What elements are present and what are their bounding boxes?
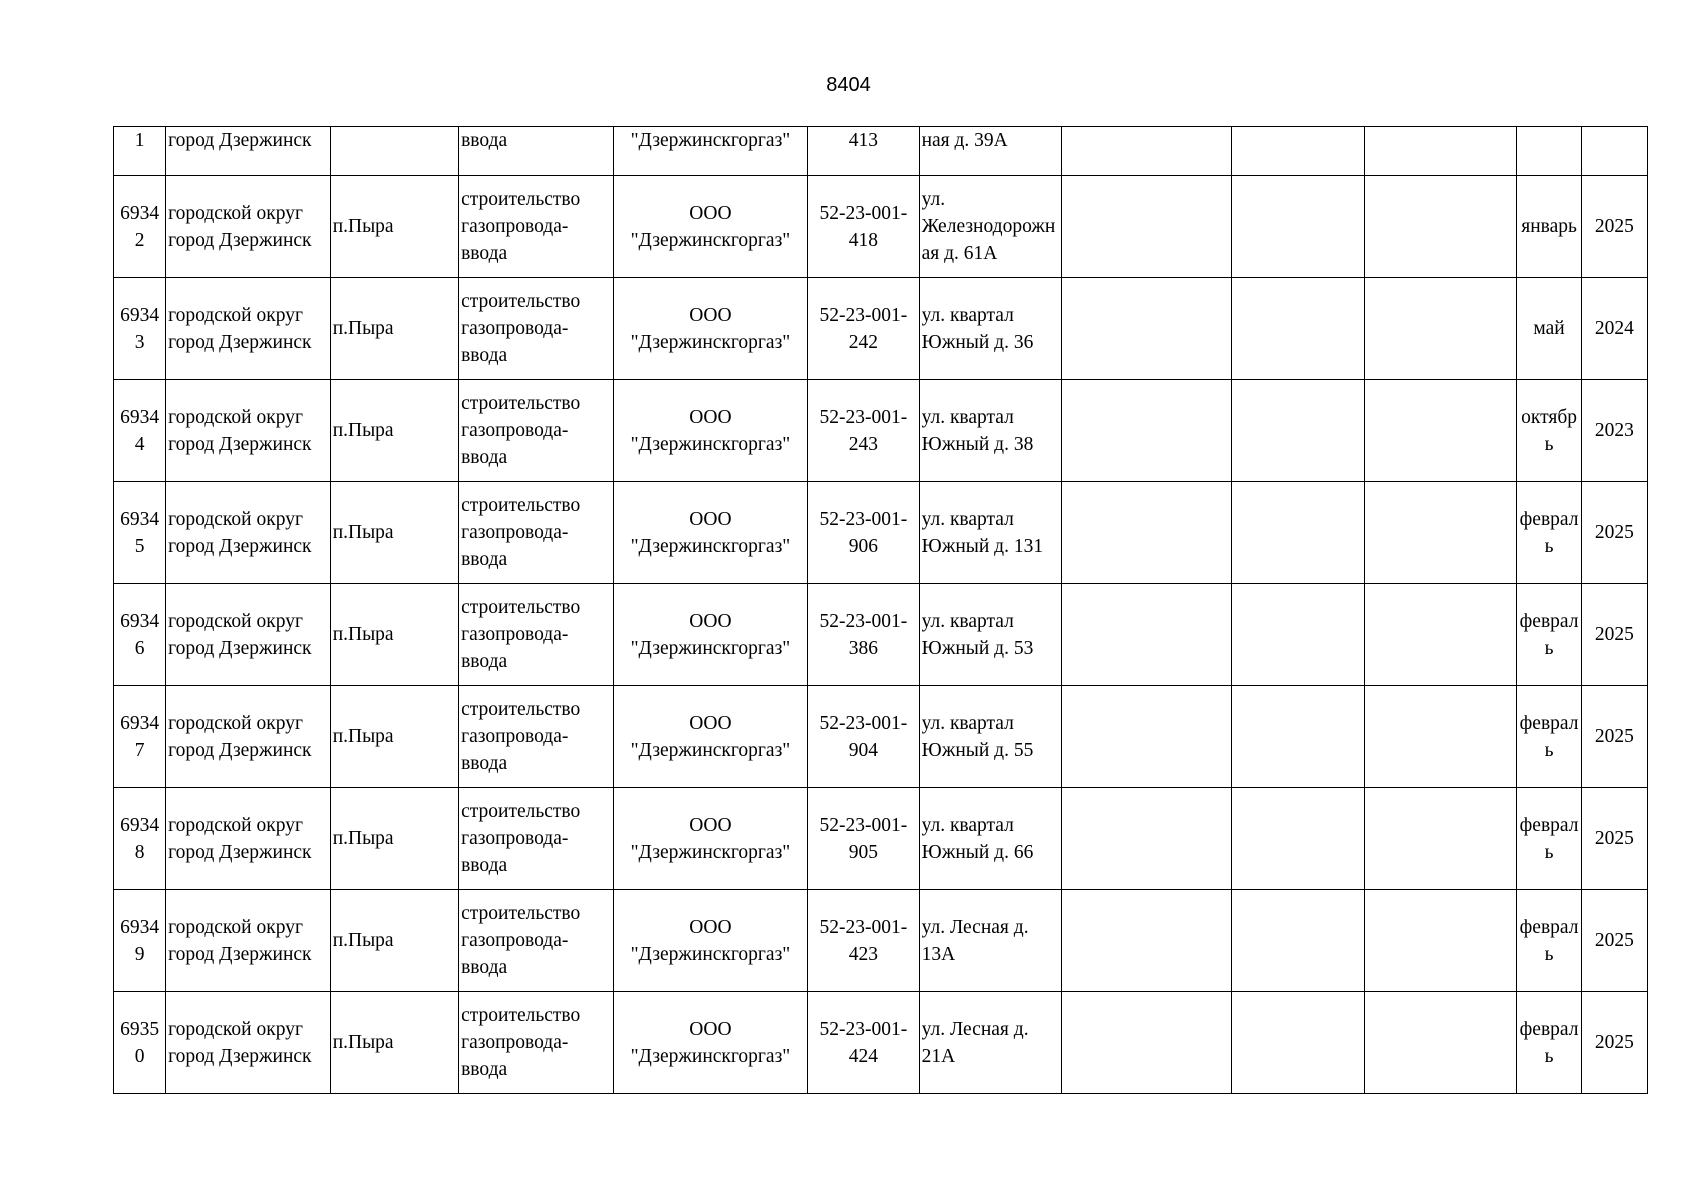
- cell-year: 2025: [1581, 788, 1647, 890]
- cell-organization: ООО "Дзержинскгоргаз": [613, 278, 808, 380]
- cell-work-type: строительство газопровода-ввода: [459, 890, 614, 992]
- cell-work-type: строительство газопровода-ввода: [459, 584, 614, 686]
- cell-settlement: [330, 127, 458, 176]
- cell-month: февраль: [1517, 584, 1581, 686]
- cell-code: 52-23-001-386: [808, 584, 919, 686]
- cell-code: 52-23-001-243: [808, 380, 919, 482]
- cell-number: 69348: [114, 788, 166, 890]
- cell-code: 52-23-001-418: [808, 176, 919, 278]
- cell-settlement: п.Пыра: [330, 482, 458, 584]
- cell-empty: [1365, 686, 1517, 788]
- register-table: [113, 126, 1648, 1094]
- table-row: [114, 584, 1648, 686]
- cell-settlement: п.Пыра: [330, 890, 458, 992]
- cell-empty: [1062, 890, 1232, 992]
- cell-year: 2024: [1581, 278, 1647, 380]
- cell-number: 69346: [114, 584, 166, 686]
- cell-month: [1517, 127, 1581, 176]
- cell-address: ул. квартал Южный д. 53: [919, 584, 1061, 686]
- cell-work-type: строительство газопровода-ввода: [459, 380, 614, 482]
- cell-year: 2025: [1581, 482, 1647, 584]
- cell-empty: [1365, 584, 1517, 686]
- cell-address: ная д. 39А: [919, 127, 1061, 176]
- cell-organization: ООО "Дзержинскгоргаз": [613, 686, 808, 788]
- cell-work-type: строительство газопровода-ввода: [459, 788, 614, 890]
- table-row: [114, 890, 1648, 992]
- cell-number: 69349: [114, 890, 166, 992]
- cell-year: 2023: [1581, 380, 1647, 482]
- cell-municipality: городской округ город Дзержинск: [166, 584, 331, 686]
- cell-municipality: городской округ город Дзержинск: [166, 482, 331, 584]
- cell-empty: [1365, 992, 1517, 1094]
- cell-empty: [1365, 890, 1517, 992]
- cell-code: 52-23-001-242: [808, 278, 919, 380]
- cell-empty: [1231, 584, 1364, 686]
- cell-organization: "Дзержинскгоргаз": [613, 127, 808, 176]
- cell-settlement: п.Пыра: [330, 380, 458, 482]
- cell-address: ул. Лесная д. 21А: [919, 992, 1061, 1094]
- cell-empty: [1365, 278, 1517, 380]
- cell-settlement: п.Пыра: [330, 278, 458, 380]
- cell-address: ул. квартал Южный д. 38: [919, 380, 1061, 482]
- cell-month: январь: [1517, 176, 1581, 278]
- cell-municipality: городской округ город Дзержинск: [166, 992, 331, 1094]
- table-row: [114, 992, 1648, 1094]
- cell-organization: ООО "Дзержинскгоргаз": [613, 584, 808, 686]
- table-row: [114, 686, 1648, 788]
- cell-number: 69347: [114, 686, 166, 788]
- table-row-continued: [114, 127, 1648, 176]
- cell-work-type: строительство газопровода-ввода: [459, 482, 614, 584]
- cell-empty: [1062, 278, 1232, 380]
- cell-empty: [1365, 482, 1517, 584]
- cell-number: 69350: [114, 992, 166, 1094]
- cell-number: 1: [114, 127, 166, 176]
- cell-address: ул. Железнодорожная д. 61А: [919, 176, 1061, 278]
- cell-code: 52-23-001-424: [808, 992, 919, 1094]
- page-number: 8404: [826, 74, 871, 96]
- cell-empty: [1231, 127, 1364, 176]
- cell-municipality: город Дзержинск: [166, 127, 331, 176]
- cell-empty: [1231, 278, 1364, 380]
- cell-number: 69342: [114, 176, 166, 278]
- cell-settlement: п.Пыра: [330, 992, 458, 1094]
- cell-municipality: городской округ город Дзержинск: [166, 890, 331, 992]
- cell-organization: ООО "Дзержинскгоргаз": [613, 992, 808, 1094]
- cell-empty: [1062, 686, 1232, 788]
- cell-organization: ООО "Дзержинскгоргаз": [613, 380, 808, 482]
- cell-empty: [1062, 176, 1232, 278]
- cell-month: февраль: [1517, 788, 1581, 890]
- cell-settlement: п.Пыра: [330, 788, 458, 890]
- cell-municipality: городской округ город Дзержинск: [166, 278, 331, 380]
- cell-month: февраль: [1517, 686, 1581, 788]
- cell-code: 52-23-001-904: [808, 686, 919, 788]
- cell-municipality: городской округ город Дзержинск: [166, 686, 331, 788]
- cell-year: 2025: [1581, 584, 1647, 686]
- cell-empty: [1231, 686, 1364, 788]
- cell-empty: [1062, 127, 1232, 176]
- table-row: [114, 788, 1648, 890]
- cell-municipality: городской округ город Дзержинск: [166, 380, 331, 482]
- cell-number: 69343: [114, 278, 166, 380]
- cell-month: октябрь: [1517, 380, 1581, 482]
- cell-empty: [1365, 176, 1517, 278]
- cell-settlement: п.Пыра: [330, 686, 458, 788]
- cell-code: 52-23-001-905: [808, 788, 919, 890]
- cell-address: ул. Лесная д. 13А: [919, 890, 1061, 992]
- cell-month: май: [1517, 278, 1581, 380]
- cell-empty: [1365, 127, 1517, 176]
- cell-municipality: городской округ город Дзержинск: [166, 788, 331, 890]
- cell-settlement: п.Пыра: [330, 584, 458, 686]
- cell-settlement: п.Пыра: [330, 176, 458, 278]
- cell-year: 2025: [1581, 890, 1647, 992]
- cell-month: февраль: [1517, 482, 1581, 584]
- cell-organization: ООО "Дзержинскгоргаз": [613, 890, 808, 992]
- cell-work-type: строительство газопровода-ввода: [459, 278, 614, 380]
- cell-empty: [1062, 788, 1232, 890]
- cell-empty: [1231, 992, 1364, 1094]
- cell-address: ул. квартал Южный д. 55: [919, 686, 1061, 788]
- cell-code: 52-23-001-906: [808, 482, 919, 584]
- cell-empty: [1062, 482, 1232, 584]
- cell-empty: [1231, 176, 1364, 278]
- cell-empty: [1062, 992, 1232, 1094]
- cell-empty: [1365, 788, 1517, 890]
- cell-work-type: строительство газопровода-ввода: [459, 992, 614, 1094]
- cell-month: февраль: [1517, 890, 1581, 992]
- cell-organization: ООО "Дзержинскгоргаз": [613, 482, 808, 584]
- table-body: [114, 127, 1648, 1094]
- cell-empty: [1365, 380, 1517, 482]
- cell-year: 2025: [1581, 686, 1647, 788]
- table-row: [114, 482, 1648, 584]
- cell-address: ул. квартал Южный д. 66: [919, 788, 1061, 890]
- cell-organization: ООО "Дзержинскгоргаз": [613, 788, 808, 890]
- cell-month: февраль: [1517, 992, 1581, 1094]
- cell-municipality: городской округ город Дзержинск: [166, 176, 331, 278]
- cell-year: 2025: [1581, 176, 1647, 278]
- cell-work-type: строительство газопровода-ввода: [459, 176, 614, 278]
- cell-number: 69345: [114, 482, 166, 584]
- cell-code: 413: [808, 127, 919, 176]
- table-row: [114, 380, 1648, 482]
- cell-work-type: строительство газопровода-ввода: [459, 686, 614, 788]
- cell-year: 2025: [1581, 992, 1647, 1094]
- cell-number: 69344: [114, 380, 166, 482]
- cell-address: ул. квартал Южный д. 131: [919, 482, 1061, 584]
- table-row: [114, 278, 1648, 380]
- cell-empty: [1231, 482, 1364, 584]
- cell-work-type: ввода: [459, 127, 614, 176]
- table-row: [114, 176, 1648, 278]
- cell-empty: [1231, 890, 1364, 992]
- cell-empty: [1231, 380, 1364, 482]
- cell-organization: ООО "Дзержинскгоргаз": [613, 176, 808, 278]
- cell-address: ул. квартал Южный д. 36: [919, 278, 1061, 380]
- cell-empty: [1062, 584, 1232, 686]
- cell-empty: [1062, 380, 1232, 482]
- cell-year: [1581, 127, 1647, 176]
- cell-code: 52-23-001-423: [808, 890, 919, 992]
- cell-empty: [1231, 788, 1364, 890]
